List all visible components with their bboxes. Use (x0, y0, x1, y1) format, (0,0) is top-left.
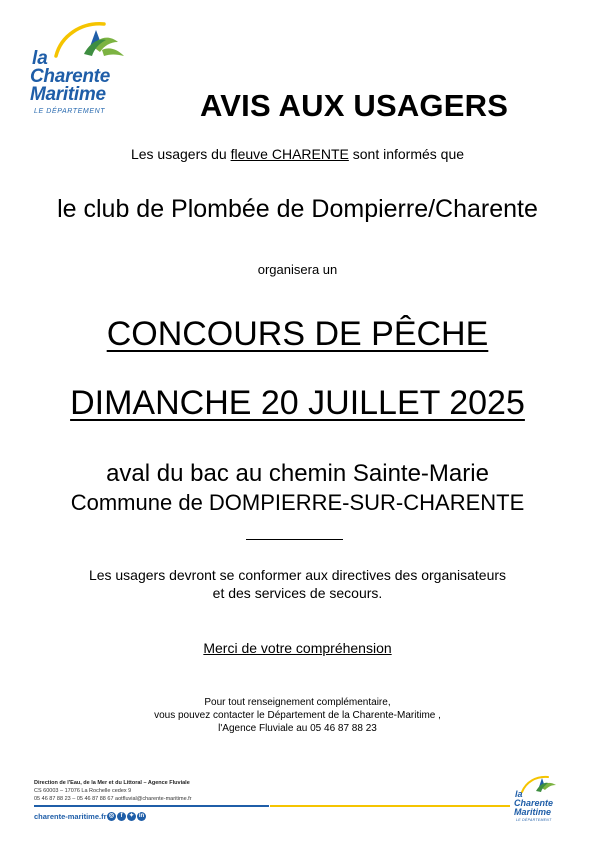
footer-logo-la: la (515, 789, 523, 799)
linkedin-icon[interactable]: in (138, 813, 145, 819)
footer-bar-yellow (270, 805, 510, 807)
event-title-text: CONCOURS DE PÊCHE (106, 315, 489, 353)
footer-phones: 05 46 87 88 23 – 05 46 87 88 67 aotfluvial@charente-maritime.fr (34, 796, 192, 802)
logo-text-la: la (32, 48, 48, 69)
footer-logo-charente: Charente (514, 798, 554, 808)
department-logo (26, 16, 136, 120)
event-date-text: DIMANCHE 20 JUILLET 2025 (70, 384, 525, 422)
intro-after: sont informés que (348, 146, 465, 162)
footer-address: CS 60003 – 17076 La Rochelle cedex 9 (34, 788, 132, 794)
footer-website-link[interactable]: charente-maritime.fr (34, 812, 107, 821)
intro-line (0, 146, 595, 162)
instructions-line-2: et des services de secours. (212, 585, 383, 601)
event-commune: Commune de DOMPIERRE-SUR-CHARENTE (70, 490, 525, 515)
footer-address-block (34, 779, 504, 803)
instructions-line-1: Les usagers devront se conformer aux directives des organisateurs (88, 567, 507, 583)
logo-subtitle: LE DÉPARTEMENT (34, 108, 106, 115)
thanks-text-label: Merci de votre compréhension (203, 640, 392, 656)
organise-text: organisera un (257, 262, 338, 277)
contact-line-1: Pour tout renseignement complémentaire, (204, 697, 391, 708)
facebook-icon[interactable]: f (117, 812, 126, 821)
footer-department-logo (512, 774, 572, 834)
footer-bar-blue (34, 805, 269, 807)
footer-direction: Direction de l'Eau, de la Mer et du Littoral – Agence Fluviale (34, 780, 190, 786)
instagram-icon[interactable]: ◎ (108, 813, 115, 819)
event-date (0, 384, 595, 423)
footer-logo-maritime: Maritime (514, 807, 552, 817)
separator-line (246, 539, 343, 540)
intro-before: Les usagers du (130, 146, 231, 162)
footer-logo-subtitle: LE DÉPARTEMENT (516, 818, 552, 822)
thanks-text (0, 640, 595, 656)
logo-text-maritime: Maritime (30, 84, 106, 105)
event-location: aval du bac au chemin Sainte-Marie (106, 460, 489, 487)
logo-text-charente: Charente (30, 66, 110, 87)
club-name: le club de Plombée de Dompierre/Charente (57, 195, 538, 223)
contact-line-2: vous pouvez contacter le Département de la Charente-Maritime , (154, 710, 441, 721)
contact-line-3: l'Agence Fluviale au 05 46 87 88 23 (218, 723, 377, 734)
notice-title: AVIS AUX USAGERS (200, 88, 509, 123)
twitter-icon[interactable]: ✦ (128, 813, 135, 819)
river-name: fleuve CHARENTE (230, 146, 349, 162)
event-title (0, 315, 595, 354)
